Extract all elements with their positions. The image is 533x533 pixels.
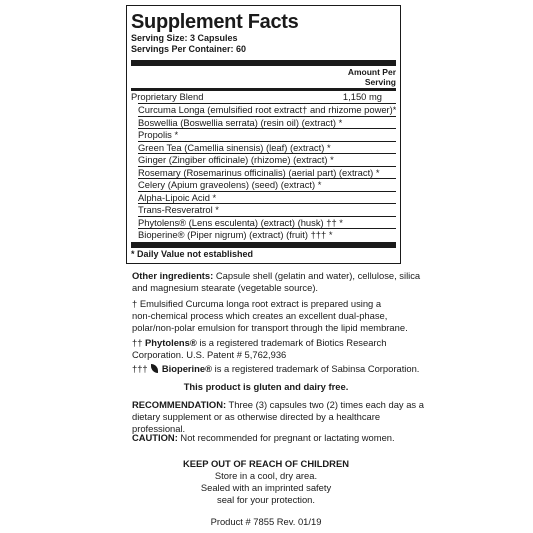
servings-per-container: Servings Per Container: 60 bbox=[131, 44, 247, 54]
ingredient-row: Alpha-Lipoic Acid * bbox=[138, 191, 396, 204]
ingredient-row: Green Tea (Camellia sinensis) (leaf) (extract) * bbox=[138, 141, 396, 154]
ingredient-row: Rosemary (Rosemarinus officinalis) (aerial part) (extract) * bbox=[138, 166, 396, 179]
curcuma-footnote: † Emulsified Curcuma longa root extract is prepared using a non-chemical process which creates an excellent dual-phase, polar/non-polar emulsion for transport through the lipid membrane. bbox=[132, 298, 408, 333]
ingredient-row: Celery (Apium graveolens) (seed) (extract) * bbox=[138, 178, 396, 191]
ingredient-row: Trans-Resveratrol * bbox=[138, 203, 396, 216]
ingredient-row: Ginger (Zingiber officinale) (rhizome) (extract) * bbox=[138, 153, 396, 166]
blend-amount: 1,150 mg bbox=[342, 91, 382, 102]
panel-title: Supplement Facts bbox=[131, 11, 299, 33]
product-code: Product # 7855 Rev. 01/19 bbox=[210, 516, 322, 527]
caution-label: CAUTION: bbox=[132, 432, 178, 443]
amount-per-serving-header: Amount Per Serving bbox=[347, 67, 396, 87]
phytolens-footnote: †† Phytolens® is a registered trademark of Biotics Research Corporation. U.S. Patent # 5,762,936 bbox=[132, 337, 387, 360]
other-ingredients: Other ingredients: Capsule shell (gelatin and water), cellulose, silica and magnesium stearate (vegetable source). bbox=[132, 270, 421, 293]
recommendation-label: RECOMMENDATION: bbox=[132, 399, 227, 410]
gluten-free-statement: This product is gluten and dairy free. bbox=[183, 381, 349, 392]
ingredient-list bbox=[138, 103, 396, 241]
storage-instructions: KEEP OUT OF REACH OF CHILDREN Store in a cool, dry area. Sealed with an imprinted safety seal for your protection. bbox=[126, 458, 406, 506]
blend-name: Proprietary Blend bbox=[131, 91, 204, 102]
blend-row bbox=[131, 91, 396, 103]
recommendation: RECOMMENDATION: Three (3) capsules two (2) times each day as a dietary supplement or as otherwise directed by a healthcare professional. bbox=[132, 399, 424, 434]
bioperine-footnote: ††† Bioperine® is a registered trademark of Sabinsa Corporation. bbox=[132, 363, 420, 374]
serving-size: Serving Size: 3 Capsules bbox=[131, 33, 238, 43]
daily-value-note: * Daily Value not established bbox=[131, 248, 254, 259]
keep-out-heading: KEEP OUT OF REACH OF CHILDREN bbox=[183, 458, 349, 469]
ingredient-row: Phytolens® (Lens esculenta) (extract) (husk) †† * bbox=[138, 216, 396, 229]
ingredient-row: Bioperine® (Piper nigrum) (extract) (fruit) ††† * bbox=[138, 228, 396, 241]
other-ingredients-label: Other ingredients: bbox=[132, 270, 214, 281]
supplement-facts-panel bbox=[126, 5, 401, 264]
ingredient-row: Curcuma Longa (emulsified root extract† and rhizome power)* bbox=[138, 104, 396, 115]
ingredient-row: Boswellia (Boswellia serrata) (resin oil) (extract) * bbox=[138, 116, 396, 129]
leaf-icon bbox=[151, 364, 158, 373]
ingredient-row: Propolis * bbox=[138, 128, 396, 141]
caution: CAUTION: Not recommended for pregnant or lactating women. bbox=[132, 432, 395, 443]
